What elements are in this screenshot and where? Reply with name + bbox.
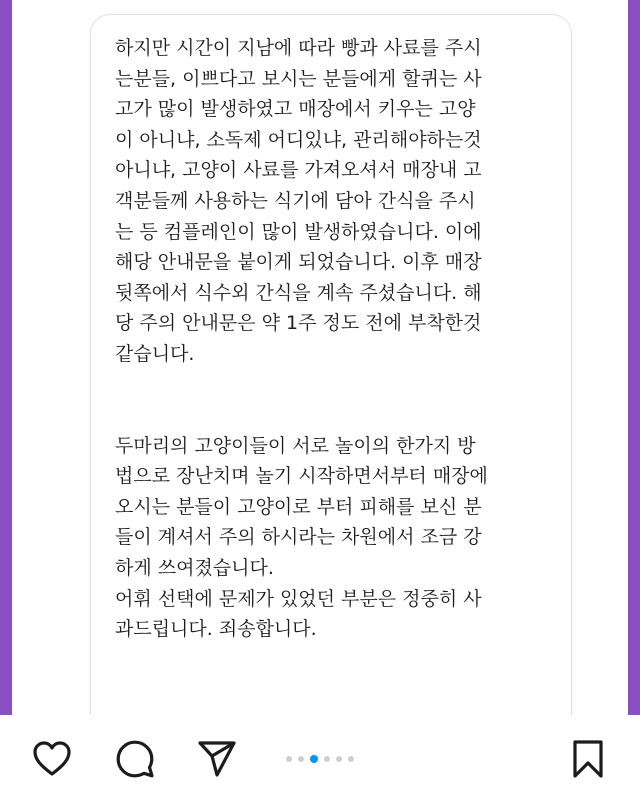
text-line: 고가 많이 발생하였고 매장에서 키우는 고양 (115, 98, 476, 121)
text-line: 해당 안내문을 붙이게 되었습니다. 이후 매장 (115, 251, 482, 274)
heart-icon (32, 740, 72, 778)
text-line: 법으로 장난치며 놀기 시작하면서부터 매장에 (115, 465, 488, 488)
text-line: 같습니다. (115, 342, 195, 365)
carousel-dot (336, 756, 342, 762)
carousel-indicator (286, 754, 354, 764)
carousel-dot (348, 756, 354, 762)
note-paragraph-1 (115, 33, 551, 370)
text-line: 오시는 분들이 고양이로 부터 피해를 보신 분 (115, 495, 482, 518)
text-line: 아니냐, 고양이 사료를 가져오셔서 매장내 고 (115, 159, 482, 182)
text-line: 하게 쓰여졌습니다. (115, 556, 274, 579)
text-line: 뒷쪽에서 식수외 간식을 계속 주셨습니다. 해 (115, 281, 482, 304)
comment-icon (115, 739, 155, 779)
right-frame-strip (628, 0, 640, 715)
carousel-dot (324, 756, 330, 762)
text-line: 어휘 선택에 문제가 있었던 부분은 정중히 사 (115, 587, 482, 610)
carousel-dot (286, 756, 292, 762)
bookmark-icon (570, 738, 606, 780)
text-line: 객분들께 사용하는 식기에 담아 간식을 주시 (115, 189, 476, 212)
note-body (115, 33, 551, 645)
like-button[interactable] (30, 737, 74, 781)
post-action-bar (0, 715, 640, 787)
text-line: 는 등 컴플레인이 많이 발생하였습니다. 이에 (115, 220, 482, 243)
carousel-dot (298, 756, 304, 762)
text-line: 는분들, 이쁘다고 보시는 분들에게 할퀴는 사 (115, 67, 482, 90)
note-paragraph-2 (115, 431, 551, 645)
post-image[interactable] (12, 0, 628, 715)
comment-button[interactable] (113, 737, 157, 781)
share-button[interactable] (195, 737, 239, 781)
carousel-dot-active (310, 755, 318, 763)
paragraph-gap (115, 370, 551, 431)
text-line: 두마리의 고양이들이 서로 놀이의 한가지 방 (115, 434, 476, 457)
save-button[interactable] (566, 737, 610, 781)
text-line: 과드립니다. 죄송합니다. (115, 618, 317, 641)
text-line: 이 아니냐, 소독제 어디있냐, 관리해야하는것 (115, 128, 482, 151)
text-line: 당 주의 안내문은 약 1주 정도 전에 부착한것 (115, 312, 482, 335)
paper-plane-icon (196, 739, 238, 779)
note-card (90, 14, 572, 715)
text-line: 들이 계셔서 주의 하시라는 차원에서 조금 강 (115, 526, 482, 549)
left-frame-strip (0, 0, 12, 715)
text-line: 하지만 시간이 지남에 따라 빵과 사료를 주시 (115, 37, 482, 59)
